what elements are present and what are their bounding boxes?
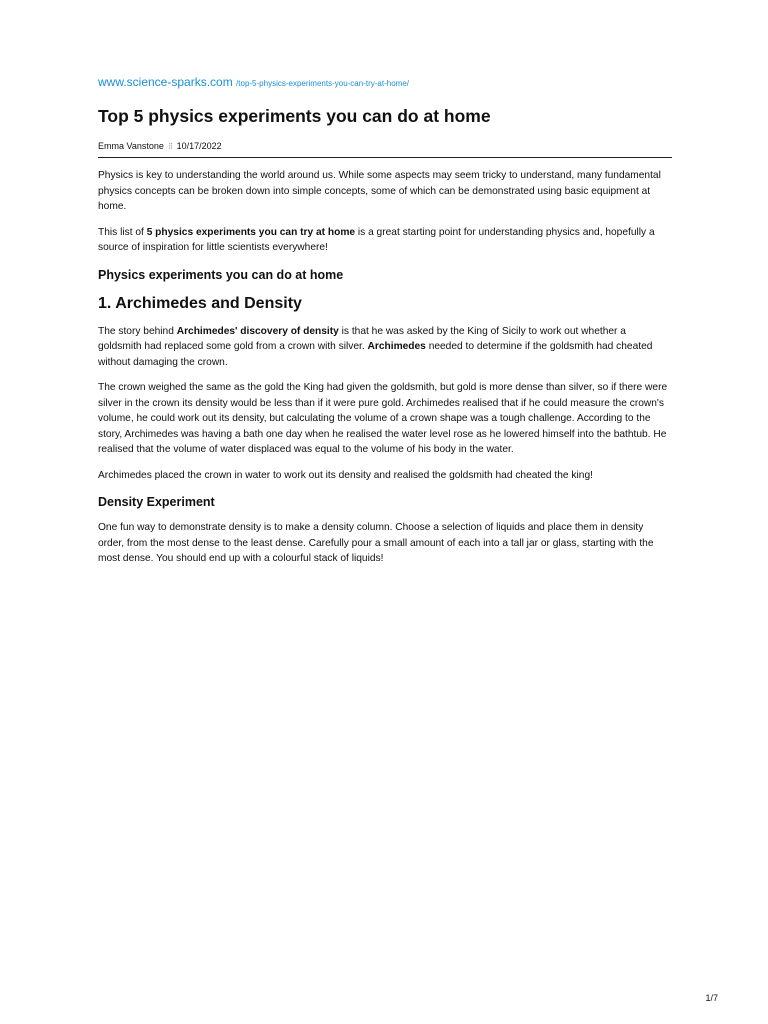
section-heading-archimedes: 1. Archimedes and Density [98,294,302,312]
arch-p1-text-b: is that he was asked by the King of Sicily to work out whether a goldsmith had replaced some gold from a crown with silver. [98,325,626,352]
intro-paragraph-1: Physics is key to understanding the world around us. While some aspects may seem tricky to understand, many fundamental physics concepts can be broken down into simple concepts, some of which can be demonstrated using basic equipment at home. [98,170,661,212]
byline [98,140,672,158]
subheading-density-experiment: Density Experiment [98,495,215,509]
source-url-host[interactable]: www.science-sparks.com [98,75,233,89]
arch-p1-bold-2: Archimedes [367,341,426,352]
arch-p1-bold-1: Archimedes' discovery of density [176,325,339,337]
article-title: Top 5 physics experiments you can do at home [98,106,491,126]
subheading-experiments: Physics experiments you can do at home [98,267,344,282]
intro-p2-bold: 5 physics experiments you can try at home [146,226,356,238]
intro-paragraph-2 [98,225,672,256]
publish-date: 10/17/2022 [176,141,222,151]
source-url-path[interactable]: /top-5-physics-experiments-you-can-try-at-home/ [236,79,409,88]
intro-p2-text-a: This list of [98,226,147,238]
source-url[interactable] [98,74,672,92]
document-page [98,74,672,567]
arch-p1-text-c: needed to determine if the goldsmith had cheated without damaging the crown. [98,341,653,368]
density-paragraph-1: One fun way to demonstrate density is to make a density column. Choose a selection of liquids and place them in density order, from the most dense to the least dense. Carefully pour a small amount of each into a tall jar or glass, starting with the most dense. You should end up with a colourful stack of liquids! [98,522,654,564]
author-name: Emma Vanstone [98,141,164,151]
arch-p1-text-a: The story behind [98,325,177,337]
page-number: 1/7 [705,993,718,1003]
archimedes-paragraph-3: Archimedes placed the crown in water to work out its density and realised the goldsmith had cheated the king! [98,469,593,481]
byline-separator: ⁝⁝ [168,141,173,151]
intro-p2-text-b: is a great starting point for understanding physics and, hopefully a source of inspiration for little scientists everywhere! [98,226,655,253]
archimedes-paragraph-1 [98,324,672,371]
archimedes-paragraph-2: The crown weighed the same as the gold the King had given the goldsmith, but gold is more dense than silver, so if there were silver in the crown its density would be less than if it were pure gold. Archimedes realised that if he could measure the crown's volume, he could work out its density, but calculating the volume of a crown shape was a tough challenge. According to the story, Archimedes was having a bath one day when he realised the water level rose as he lowered himself into the bathtub. He realised that the volume of water displaced was equal to the volume of his body in the water. [98,382,668,455]
